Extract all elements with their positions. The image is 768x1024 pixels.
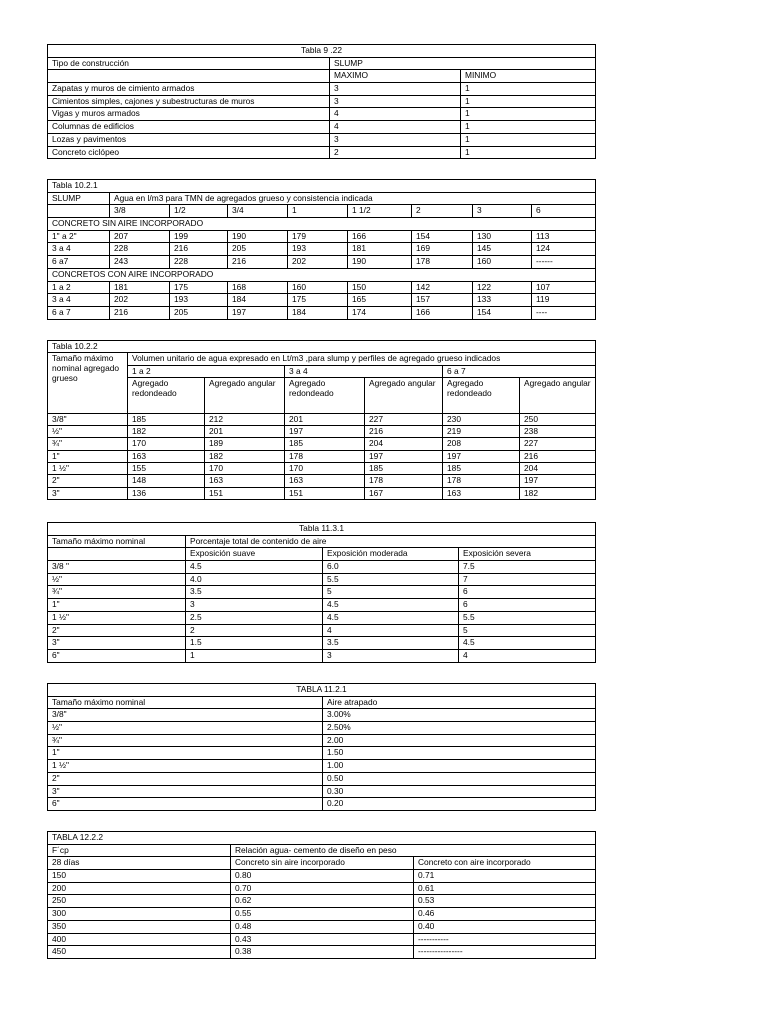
cell: 151 [285,487,365,499]
table-row [48,709,596,722]
exposure-header: Exposición suave [186,548,323,561]
header-desc: Agua en l/m3 para TMN de agregados grueso y consistencia indicada [110,192,596,205]
cell: 0.38 [231,946,414,959]
cell: 185 [285,438,365,450]
cell: 250 [48,895,231,908]
cell: 136 [128,487,205,499]
cell: 150 [348,281,412,294]
table-row [48,747,596,760]
table-row [48,281,596,294]
cell: 142 [412,281,473,294]
cell: 3 a 4 [48,294,110,307]
cell: 5 [459,624,596,637]
cell: 3 [186,599,323,612]
cell: 174 [348,306,412,319]
cell: 1 [461,121,596,134]
cell: 1 [461,95,596,108]
cell: 1" [48,450,128,462]
header-blank [48,205,110,218]
cell: Concreto ciclópeo [48,146,330,159]
cell: 181 [348,243,412,256]
cell: ½" [48,722,323,735]
cell: 4 [323,624,459,637]
cell: 148 [128,475,205,487]
size-header: 1 [288,205,348,218]
cell: 197 [443,450,520,462]
cell: 190 [348,256,412,269]
cell: 3.5 [186,586,323,599]
cell: 154 [412,230,473,243]
table-row [48,637,596,650]
cell: 0.53 [414,895,596,908]
cell: 0.48 [231,920,414,933]
cell: 160 [288,281,348,294]
table-11-2-1 [47,683,596,811]
cell: 4 [330,108,461,121]
cell: 0.43 [231,933,414,946]
cell: 5 [323,586,459,599]
cell: 178 [365,475,443,487]
header-fcp: F´cp [48,844,231,857]
table-9-22 [47,44,596,159]
sub-header: Agregado redondeado [285,377,365,413]
table-row [48,413,596,425]
cell: 228 [110,243,170,256]
cell: 157 [412,294,473,307]
table-row [48,133,596,146]
cell: 193 [170,294,228,307]
cell: 197 [365,450,443,462]
table-12-2-2 [47,831,596,959]
cell: 178 [285,450,365,462]
cell: 6" [48,798,323,811]
cell: 227 [520,438,596,450]
cell: 133 [473,294,532,307]
section-label: CONCRETOS CON AIRE INCORPORADO [48,268,596,281]
cell: 163 [285,475,365,487]
cell: ----------- [414,933,596,946]
table-row [48,306,596,319]
cell: 178 [412,256,473,269]
cell: 6 [459,599,596,612]
table-row [48,870,596,883]
table-row [48,624,596,637]
size-header: 2 [412,205,473,218]
table-row [48,933,596,946]
cell: 1 ½" [48,611,186,624]
header-slump: SLUMP [330,57,596,70]
cell: 151 [205,487,285,499]
cell: 0.55 [231,908,414,921]
cell: 6 a 7 [48,306,110,319]
cell: ---- [532,306,596,319]
cell: 202 [288,256,348,269]
header-aire: Aire atrapado [323,696,596,709]
cell: 219 [443,426,520,438]
cell: 3.00% [323,709,596,722]
cell: 3" [48,785,323,798]
size-header-row [48,205,596,218]
cell: 160 [473,256,532,269]
cell: 2.5 [186,611,323,624]
cell: 204 [520,463,596,475]
table-row [48,243,596,256]
cell: 6 [459,586,596,599]
cell: 167 [365,487,443,499]
cell: 200 [48,882,231,895]
cell: 4.0 [186,573,323,586]
header-blank [48,548,186,561]
table-row [48,895,596,908]
table-row [48,146,596,159]
sub-header: Agregado angular [205,377,285,413]
table-row [48,121,596,134]
table-row [48,426,596,438]
cell: 4.5 [323,599,459,612]
cell: 1" [48,747,323,760]
sub-header: Agregado angular [365,377,443,413]
cell: 3 [330,95,461,108]
cell: 205 [170,306,228,319]
cell: ---------------- [414,946,596,959]
exposure-header: Exposición severa [459,548,596,561]
cell: 216 [170,243,228,256]
cell: Cimientos simples, cajones y subestructuras de muros [48,95,330,108]
cell: 0.80 [231,870,414,883]
header-max: MAXIMO [330,70,461,83]
cell: 1 ½" [48,463,128,475]
cell: 350 [48,920,231,933]
table-row [48,760,596,773]
cell: 300 [48,908,231,921]
cell: 0.62 [231,895,414,908]
cell: 168 [228,281,288,294]
table-row [48,438,596,450]
cell: 5.5 [459,611,596,624]
cell: 4 [459,649,596,662]
cell: 122 [473,281,532,294]
cell: 170 [285,463,365,475]
cell: 4.5 [186,561,323,574]
table-row [48,561,596,574]
cell: 184 [288,306,348,319]
table-row [48,294,596,307]
cell: 0.70 [231,882,414,895]
cell: 163 [128,450,205,462]
table-row [48,920,596,933]
cell: 0.40 [414,920,596,933]
cell: 238 [520,426,596,438]
table-row [48,95,596,108]
table-10-2-1 [47,179,596,320]
cell: 166 [348,230,412,243]
table-row [48,475,596,487]
cell: 124 [532,243,596,256]
table-row [48,230,596,243]
size-header: 1 1/2 [348,205,412,218]
cell: 3.5 [323,637,459,650]
header-tamano: Tamaño máximo nominal [48,535,186,548]
table-title: Tabla 9 .22 [48,45,596,58]
cell: 3/8" [48,709,323,722]
cell: 250 [520,413,596,425]
cell: 230 [443,413,520,425]
cell: 107 [532,281,596,294]
cell: 3/8 " [48,561,186,574]
cell: 182 [520,487,596,499]
cell: Zapatas y muros de cimiento armados [48,83,330,96]
cell: 145 [473,243,532,256]
header-slump: SLUMP [48,192,110,205]
cell: 1 [461,146,596,159]
cell: 1 a 2 [48,281,110,294]
table-row [48,722,596,735]
header-tipo: Tipo de construcción [48,57,330,70]
cell: 1.50 [323,747,596,760]
cell: 1" a 2" [48,230,110,243]
cell: 175 [288,294,348,307]
table-row [48,882,596,895]
cell: 1 [461,133,596,146]
cell: ¾" [48,586,186,599]
table-row [48,908,596,921]
cell: 205 [228,243,288,256]
cell: 0.46 [414,908,596,921]
cell: 216 [228,256,288,269]
header-blank [48,70,330,83]
cell: 150 [48,870,231,883]
cell: 3 a 4 [48,243,110,256]
table-row [48,611,596,624]
cell: 119 [532,294,596,307]
cell: 2" [48,624,186,637]
cell: 2.50% [323,722,596,735]
header-dias: 28 días [48,857,231,870]
cell: 1 [461,108,596,121]
cell: 182 [205,450,285,462]
cell: 130 [473,230,532,243]
header-tamano: Tamaño máximo nominal [48,696,323,709]
cell: 0.20 [323,798,596,811]
cell: 0.50 [323,772,596,785]
cell: 1" [48,599,186,612]
cell: 201 [285,413,365,425]
cell: 113 [532,230,596,243]
cell: 189 [205,438,285,450]
cell: 193 [288,243,348,256]
cell: 3 [330,83,461,96]
cell: 155 [128,463,205,475]
cell: 6 a7 [48,256,110,269]
cell: 1 ½" [48,760,323,773]
cell: 1.00 [323,760,596,773]
size-header: 6 [532,205,596,218]
cell: ¾" [48,438,128,450]
cell: 216 [365,426,443,438]
cell: 207 [110,230,170,243]
cell: 216 [110,306,170,319]
table-row [48,649,596,662]
table-row [48,83,596,96]
table-title: Tabla 10.2.2 [48,341,596,353]
table-title: Tabla 11.3.1 [48,523,596,536]
table-row [48,599,596,612]
header-con-aire: Concreto con aire incorporado [414,857,596,870]
cell: 7.5 [459,561,596,574]
table-row [48,586,596,599]
table-10-2-2 [47,340,596,500]
cell: 170 [205,463,285,475]
header-sin-aire: Concreto sin aire incorporado [231,857,414,870]
exposure-header: Exposición moderada [323,548,459,561]
cell: ½" [48,426,128,438]
cell: 227 [365,413,443,425]
cell: 202 [110,294,170,307]
cell: 163 [205,475,285,487]
cell: 182 [128,426,205,438]
table-row [48,772,596,785]
cell: 2 [186,624,323,637]
table-11-3-1 [47,522,596,663]
table-title: TABLA 11.2.1 [48,684,596,697]
table-row [48,463,596,475]
cell: 6" [48,649,186,662]
cell: 4 [330,121,461,134]
cell: 450 [48,946,231,959]
cell: ------ [532,256,596,269]
header-desc: Volumen unitario de agua expresado en Lt/m3 ,para slump y perfiles de agregado grueso indicados [128,353,596,365]
cell: 400 [48,933,231,946]
cell: 163 [443,487,520,499]
section-label: CONCRETO SIN AIRE INCORPORADO [48,218,596,231]
table-row [48,450,596,462]
cell: 181 [110,281,170,294]
table-row [48,734,596,747]
table-title: Tabla 10.2.1 [48,180,596,193]
cell: 208 [443,438,520,450]
size-header: 3/8 [110,205,170,218]
cell: 178 [443,475,520,487]
header-tamano: Tamaño máximo nominal agregado grueso [48,353,128,414]
cell: 3/8" [48,413,128,425]
header-desc: Relación agua- cemento de diseño en peso [231,844,596,857]
cell: 243 [110,256,170,269]
cell: 212 [205,413,285,425]
table-row [48,573,596,586]
cell: 197 [285,426,365,438]
cell: 6.0 [323,561,459,574]
cell: Lozas y pavimentos [48,133,330,146]
table-row [48,798,596,811]
cell: 199 [170,230,228,243]
sub-header: Agregado angular [520,377,596,413]
cell: Columnas de edificios [48,121,330,134]
cell: 0.71 [414,870,596,883]
cell: 2.00 [323,734,596,747]
size-header: 1/2 [170,205,228,218]
size-header: 3/4 [228,205,288,218]
cell: 184 [228,294,288,307]
cell: 0.61 [414,882,596,895]
cell: 5.5 [323,573,459,586]
cell: 170 [128,438,205,450]
size-header: 3 [473,205,532,218]
cell: 228 [170,256,228,269]
cell: 3 [323,649,459,662]
cell: Vigas y muros armados [48,108,330,121]
cell: 7 [459,573,596,586]
cell: 4.5 [459,637,596,650]
cell: 154 [473,306,532,319]
header-desc: Porcentaje total de contenido de aire [186,535,596,548]
cell: 1.5 [186,637,323,650]
cell: 3 [330,133,461,146]
cell: ¾" [48,734,323,747]
table-row [48,487,596,499]
cell: 2" [48,475,128,487]
cell: 166 [412,306,473,319]
cell: 2 [330,146,461,159]
cell: 4.5 [323,611,459,624]
sub-header: Agregado redondeado [443,377,520,413]
group-header: 6 a 7 [443,365,596,377]
cell: 2" [48,772,323,785]
cell: 201 [205,426,285,438]
cell: 204 [365,438,443,450]
cell: 165 [348,294,412,307]
cell: 190 [228,230,288,243]
table-row [48,256,596,269]
group-header: 1 a 2 [128,365,285,377]
table-title: TABLA 12.2.2 [48,832,596,845]
cell: 169 [412,243,473,256]
cell: 1 [461,83,596,96]
cell: 3" [48,637,186,650]
table-row [48,108,596,121]
cell: 3" [48,487,128,499]
table-row [48,946,596,959]
cell: 175 [170,281,228,294]
group-header: 3 a 4 [285,365,443,377]
cell: 185 [128,413,205,425]
cell: 185 [365,463,443,475]
cell: 216 [520,450,596,462]
cell: 0.30 [323,785,596,798]
cell: 185 [443,463,520,475]
sub-header: Agregado redondeado [128,377,205,413]
header-min: MINIMO [461,70,596,83]
cell: 179 [288,230,348,243]
cell: 1 [186,649,323,662]
cell: ½" [48,573,186,586]
cell: 197 [520,475,596,487]
cell: 197 [228,306,288,319]
table-row [48,785,596,798]
